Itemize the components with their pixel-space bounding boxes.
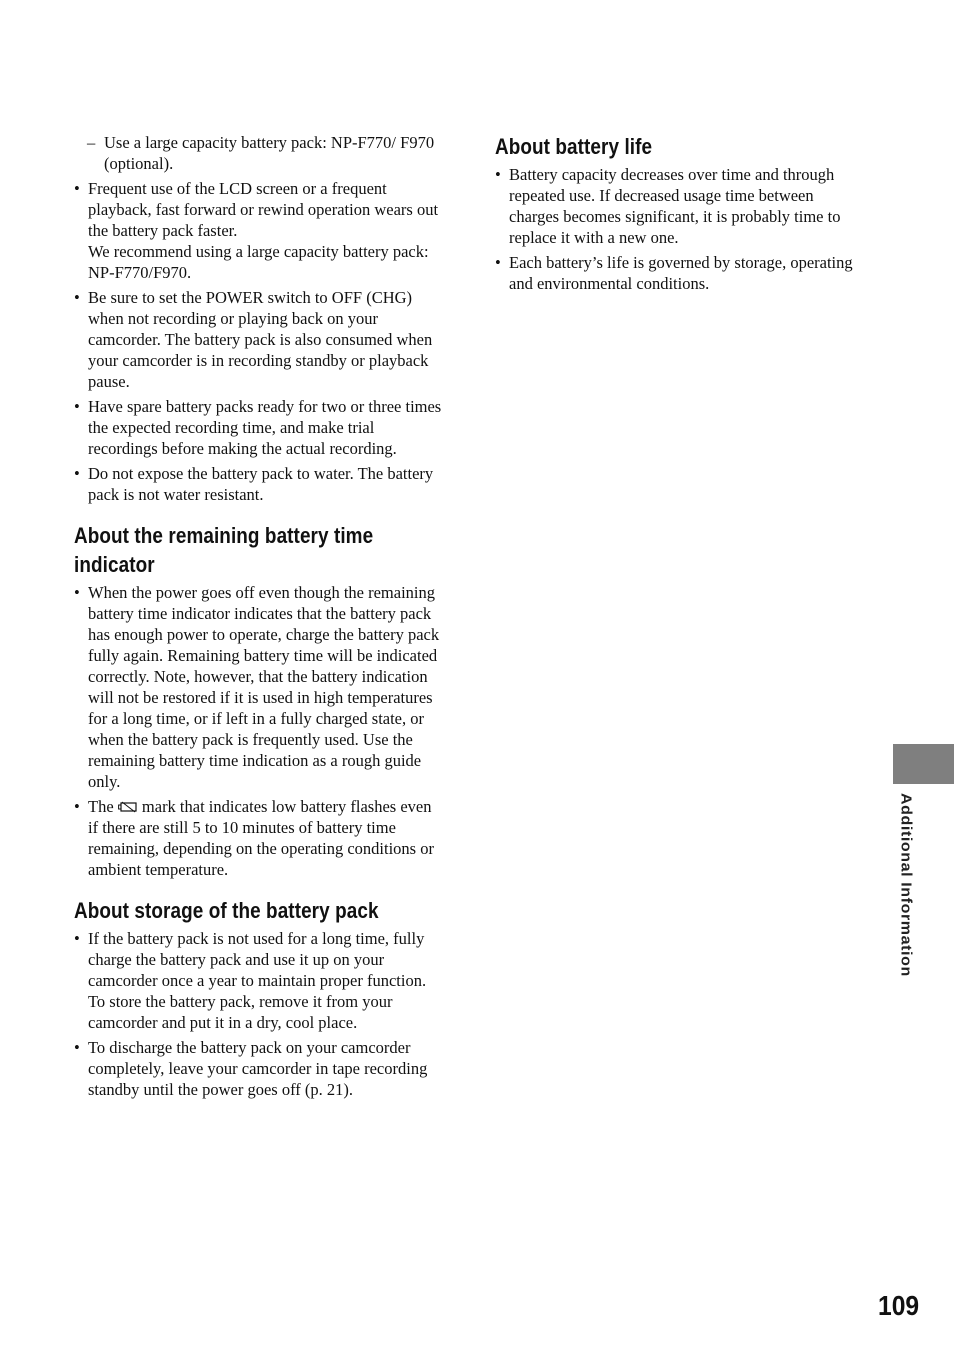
bullet-item [74,463,442,505]
bullet-text: When the power goes off even though the remaining battery time indicator indicates that the battery pack has enough power to operate, charge the battery pack fully again. Remaining battery time will be indicated correctly. Note, however, that the battery indication will not be restored if it is used in high temperatures for a long time, or if left in a fully charged state, or when the battery pack is frequently used. Use the remaining battery time indication as a rough guide only. [88,583,440,791]
bullet-item [74,287,442,392]
bullet-text: To discharge the battery pack on your camcorder completely, leave your camcorder in tape recording standby until the power goes off (p. 21). [88,1038,428,1099]
bullet-item [495,164,855,248]
bullet-text: • Be sure to set the POWER switch to OFF (CHG) when not recording or playing back on your camcorder. The battery pack is also consumed when your camcorder is in recording standby or playback pause. [88,288,433,391]
page-number: 109 [878,1290,920,1321]
bullet-text: • Do not expose the battery pack to water. The battery pack is not water resistant. [88,464,434,504]
battery-life-heading: About battery life [495,134,653,159]
dash-list-item [74,132,442,174]
bullet-text: • Have spare battery packs ready for two or three times the expected recording time, and make trial recordings before making the actual recording. [88,397,442,458]
bullet-item [74,396,442,459]
dash-marker: – [87,133,96,152]
bullet-text: Battery capacity decreases over time and through repeated use. If decreased usage time between charges becomes significant, it is probably time to replace it with a new one. [509,165,841,247]
right-column [495,132,855,298]
dash-item-text: Use a large capacity battery pack: NP-F770/ F970 (optional). [104,133,435,173]
bullet-item [495,252,855,294]
left-column [74,132,442,1104]
storage-bullet-list [74,928,442,1100]
battery-life-bullet-list [495,164,855,294]
bullet-item [74,178,442,283]
bullet-text-pre: The [88,797,114,816]
bullet-text: We recommend using a large capacity battery pack: NP-F770/F970. [88,242,429,282]
bullet-text: Each battery’s life is governed by storage, operating and environmental conditions. [509,253,853,293]
bullet-item [74,928,442,1033]
intro-bullet-list [74,178,442,505]
bullet-item [74,796,442,880]
remaining-bullet-list [74,582,442,880]
section-tab-label: Additional Information [897,793,914,977]
low-battery-icon [118,801,138,813]
bullet-item [74,582,442,792]
bullet-text: If the battery pack is not used for a long time, fully charge the battery pack and use it up on your camcorder once a year to maintain proper function. To store the battery pack, remove it from your camcorder and put it in a dry, cool place. [88,929,427,1032]
bullet-text: • Frequent use of the LCD screen or a frequent playback, fast forward or rewind operation wears out the battery pack faster. [88,179,439,240]
storage-heading: About storage of the battery pack [74,898,379,923]
bullet-text-post: mark that indicates low battery flashes even if there are still 5 to 10 minutes of battery time remaining, depending on the operating conditions or ambient temperature. [88,797,434,879]
remaining-battery-heading: About the remaining battery time indicator [74,523,374,577]
section-tab-marker [893,744,954,784]
bullet-item [74,1037,442,1100]
